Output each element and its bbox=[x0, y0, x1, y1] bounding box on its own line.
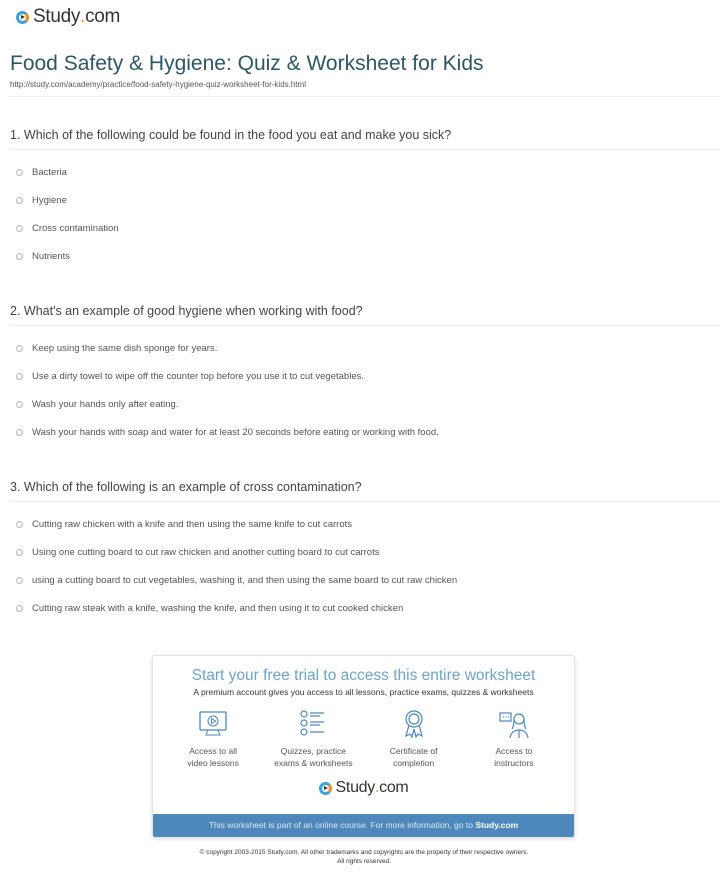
certificate-icon bbox=[399, 709, 429, 739]
radio-button[interactable] bbox=[16, 345, 23, 352]
feature-certificate: Certificate of completion bbox=[366, 709, 461, 769]
radio-button[interactable] bbox=[16, 521, 23, 528]
answer-option[interactable] bbox=[10, 214, 720, 242]
page-title: Food Safety & Hygiene: Quiz & Worksheet for Kids bbox=[10, 52, 484, 75]
answer-option[interactable] bbox=[10, 334, 720, 362]
answer-option[interactable] bbox=[10, 418, 720, 446]
radio-button[interactable] bbox=[16, 401, 23, 408]
answer-label: Using one cutting board to cut raw chicken and another cutting board to cut carrots bbox=[32, 546, 380, 558]
question-text: 2. What's an example of good hygiene when working with food? bbox=[10, 304, 720, 326]
copyright-footer: © copyright 2003-2015 Study.com. All other trademarks and copyrights are the property of their respective owners. All rights reserved. bbox=[199, 849, 529, 865]
radio-button[interactable] bbox=[16, 253, 23, 260]
answer-option[interactable] bbox=[10, 510, 720, 538]
answer-option[interactable] bbox=[10, 538, 720, 566]
question-3 bbox=[10, 480, 720, 622]
answer-label: Hygiene bbox=[32, 194, 67, 206]
answer-label: Cutting raw chicken with a knife and then using the same knife to cut carrots bbox=[32, 518, 352, 530]
radio-button[interactable] bbox=[16, 429, 23, 436]
course-info-banner: This worksheet is part of an online course. For more information, go to Study.com bbox=[153, 814, 574, 837]
answer-label: Bacteria bbox=[32, 166, 67, 178]
feature-video-lessons: Access to all video lessons bbox=[166, 709, 261, 769]
radio-button[interactable] bbox=[16, 373, 23, 380]
answer-option[interactable] bbox=[10, 362, 720, 390]
answer-label: Nutrients bbox=[32, 250, 71, 262]
video-lesson-icon bbox=[198, 709, 228, 739]
study-logo[interactable]: Study . com bbox=[16, 6, 120, 28]
radio-button[interactable] bbox=[16, 549, 23, 556]
study-link[interactable]: Study.com bbox=[475, 820, 519, 830]
radio-button[interactable] bbox=[16, 577, 23, 584]
promo-heading: Start your free trial to access this entire worksheet bbox=[191, 667, 536, 684]
question-1 bbox=[10, 128, 720, 270]
feature-quizzes: Quizzes, practice exams & worksheets bbox=[266, 709, 361, 769]
answer-label: Keep using the same dish sponge for years. bbox=[32, 342, 218, 354]
answer-label: Cutting raw steak with a knife, washing the knife, and then using it to cut cooked chicken bbox=[32, 602, 404, 614]
promo-study-logo[interactable]: Study . com bbox=[153, 779, 574, 797]
feature-instructors: Access to instructors bbox=[466, 709, 561, 769]
answer-option[interactable] bbox=[10, 186, 720, 214]
answer-label: Wash your hands with soap and water for at least 20 seconds before eating or working with food. bbox=[32, 426, 439, 438]
answer-option[interactable] bbox=[10, 242, 720, 270]
radio-button[interactable] bbox=[16, 605, 23, 612]
instructor-icon bbox=[499, 709, 529, 739]
question-text: 1. Which of the following could be found in the food you eat and make you sick? bbox=[10, 128, 720, 150]
answer-option[interactable] bbox=[10, 158, 720, 186]
page-url: http://study.com/academy/practice/food-safety-hygiene-quiz-worksheet-for-kids.html bbox=[10, 80, 306, 89]
question-text: 3. Which of the following is an example of cross contamination? bbox=[10, 480, 720, 502]
radio-button[interactable] bbox=[16, 225, 23, 232]
radio-button[interactable] bbox=[16, 197, 23, 204]
answer-label: using a cutting board to cut vegetables, washing it, and then using the same board to cut raw chicken bbox=[32, 574, 458, 586]
answer-option[interactable] bbox=[10, 566, 720, 594]
answer-label: Wash your hands only after eating. bbox=[32, 398, 179, 410]
promo-subheading: A premium account gives you access to all lessons, practice exams, quizzes & worksheets bbox=[193, 687, 534, 697]
answer-label: Use a dirty towel to wipe off the counter top before you use it to cut vegetables. bbox=[32, 370, 364, 382]
free-trial-promo bbox=[152, 655, 575, 838]
play-logo-icon bbox=[319, 782, 332, 795]
answer-label: Cross contamination bbox=[32, 222, 119, 234]
divider bbox=[8, 96, 720, 97]
radio-button[interactable] bbox=[16, 169, 23, 176]
answer-option[interactable] bbox=[10, 594, 720, 622]
quiz-list-icon bbox=[298, 709, 328, 739]
question-2 bbox=[10, 304, 720, 446]
answer-option[interactable] bbox=[10, 390, 720, 418]
play-logo-icon bbox=[16, 11, 29, 24]
